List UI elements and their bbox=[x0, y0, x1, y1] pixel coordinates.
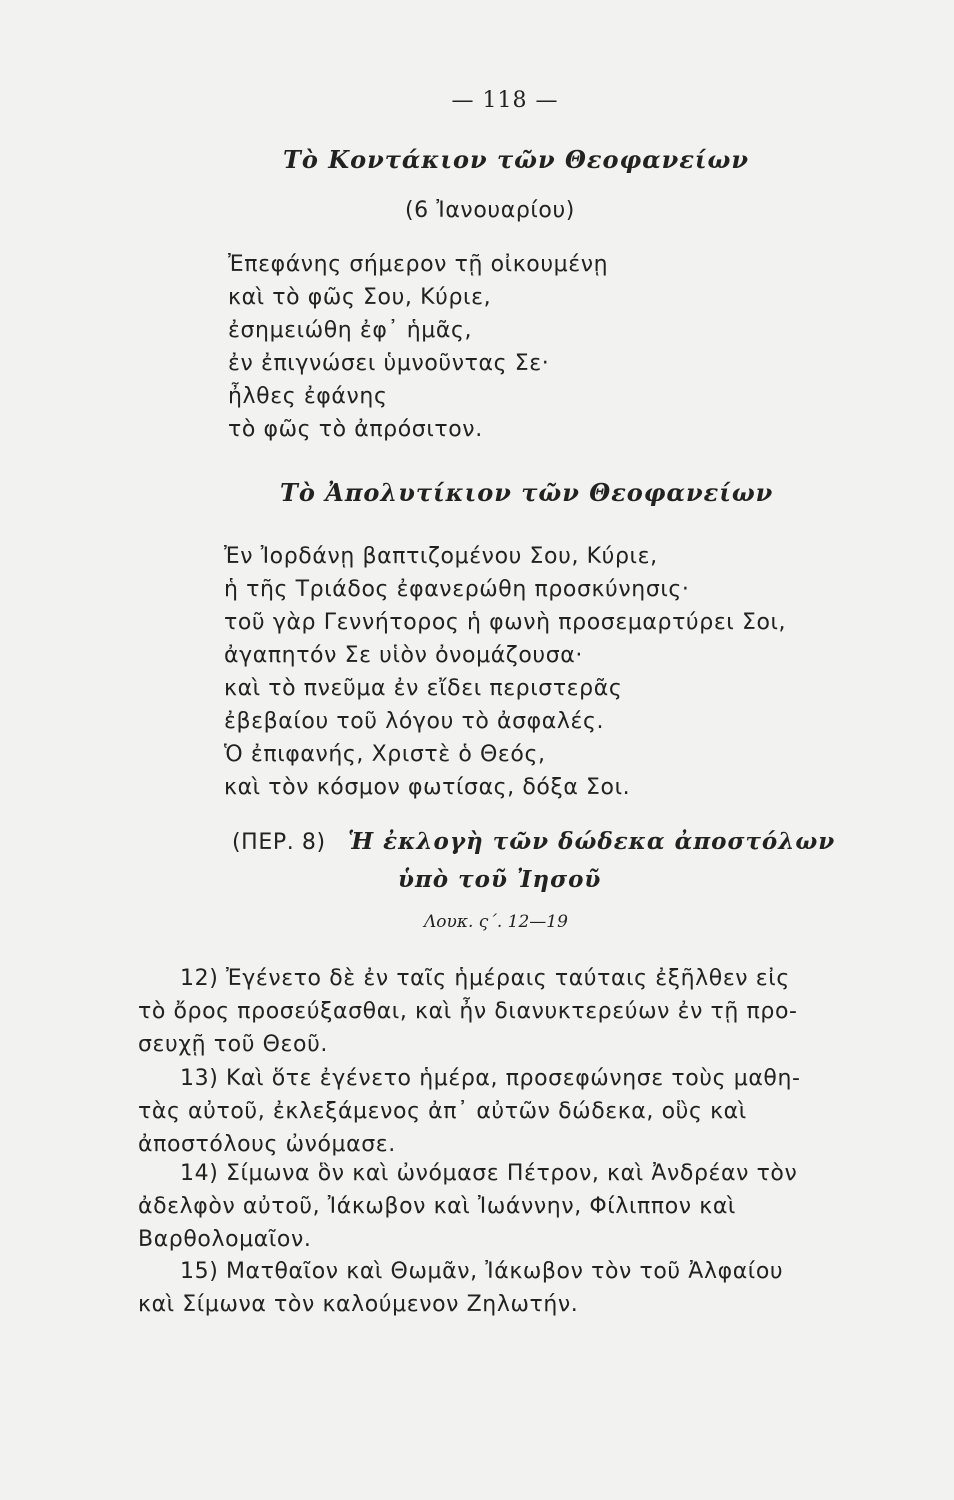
section-subtitle: ὑπὸ τοῦ Ἰησοῦ bbox=[398, 866, 602, 893]
hymn-line: Ὁ ἐπιφανής, Χριστὲ ὁ Θεός, bbox=[224, 742, 546, 767]
verse-14 bbox=[138, 1157, 797, 1256]
hymn-line: Ἐπεφάνης σήμερον τῇ οἰκουμένῃ bbox=[228, 252, 609, 277]
verse-line: Βαρθολομαῖον. bbox=[138, 1227, 312, 1252]
apolytikion-hymn bbox=[224, 540, 786, 804]
verse-line: τὸ ὄρος προσεύξασθαι, καὶ ἦν διανυκτερεύων ἐν τῇ προ- bbox=[138, 999, 798, 1024]
verse-15 bbox=[138, 1255, 783, 1321]
hymn-line: ἐσημειώθη ἐφ᾽ ἡμᾶς, bbox=[228, 318, 473, 343]
hymn-line: καὶ τὸν κόσμον φωτίσας, δόξα Σοι. bbox=[224, 775, 631, 800]
verse-line: ἀδελφὸν αὐτοῦ, Ἰάκωβον καὶ Ἰωάννην, Φίλιππον καὶ bbox=[138, 1194, 736, 1219]
section-title: Ἡ ἐκλογὴ τῶν δώδεκα ἀποστόλων bbox=[348, 828, 836, 855]
verse-line: 13) Καὶ ὅτε ἐγένετο ἡμέρα, προσεφώνησε τοὺς μαθη- bbox=[180, 1066, 801, 1091]
apolytikion-title: Τὸ Ἀπολυτίκιον τῶν Θεοφανείων bbox=[280, 478, 774, 507]
kontakion-hymn bbox=[228, 248, 608, 446]
hymn-line: ἀγαπητόν Σε υἱὸν ὀνομάζουσα· bbox=[224, 643, 584, 668]
verse-line: καὶ Σίμωνα τὸν καλούμενον Ζηλωτήν. bbox=[138, 1292, 579, 1317]
hymn-line: καὶ τὸ πνεῦμα ἐν εἴδει περιστερᾶς bbox=[224, 676, 623, 701]
hymn-line: τοῦ γὰρ Γεννήτορος ἡ φωνὴ προσεμαρτύρει Σοι, bbox=[224, 610, 787, 635]
verse-line: ἀποστόλους ὠνόμασε. bbox=[138, 1132, 396, 1157]
verse-line: 15) Ματθαῖον καὶ Θωμᾶν, Ἰάκωβον τὸν τοῦ Ἀλφαίου bbox=[180, 1259, 784, 1284]
verse-line: 12) Ἐγένετο δὲ ἐν ταῖς ἡμέραις ταύταις ἐξῆλθεν εἰς bbox=[180, 966, 790, 991]
hymn-line: ἦλθες ἐφάνης bbox=[228, 384, 388, 409]
hymn-line: ἐβεβαίου τοῦ λόγου τὸ ἀσφαλές. bbox=[224, 709, 605, 734]
kontakion-date: (6 Ἰανουαρίου) bbox=[405, 198, 575, 223]
section-label: (ΠΕΡ. 8) bbox=[232, 830, 326, 855]
hymn-line: καὶ τὸ φῶς Σου, Κύριε, bbox=[228, 285, 492, 310]
kontakion-title: Τὸ Κοντάκιον τῶν Θεοφανείων bbox=[283, 145, 750, 174]
scripture-reference: Λουκ. ς´. 12—19 bbox=[424, 912, 568, 932]
hymn-line: τὸ φῶς τὸ ἀπρόσιτον. bbox=[228, 417, 483, 442]
verse-line: σευχῇ τοῦ Θεοῦ. bbox=[138, 1032, 329, 1057]
verse-line: τὰς αὐτοῦ, ἐκλεξάμενος ἀπ᾽ αὐτῶν δώδεκα, οὓς καὶ bbox=[138, 1099, 747, 1124]
hymn-line: ἡ τῆς Τριάδος ἐφανερώθη προσκύνησις· bbox=[224, 577, 690, 602]
page-number: — 118 — bbox=[451, 88, 559, 113]
verse-12 bbox=[138, 962, 798, 1061]
hymn-line: Ἐν Ἰορδάνῃ βαπτιζομένου Σου, Κύριε, bbox=[224, 544, 658, 569]
hymn-line: ἐν ἐπιγνώσει ὑμνοῦντας Σε· bbox=[228, 351, 550, 376]
verse-13 bbox=[138, 1062, 801, 1161]
verse-line: 14) Σίμωνα ὃν καὶ ὠνόμασε Πέτρον, καὶ Ἀνδρέαν τὸν bbox=[180, 1161, 798, 1186]
